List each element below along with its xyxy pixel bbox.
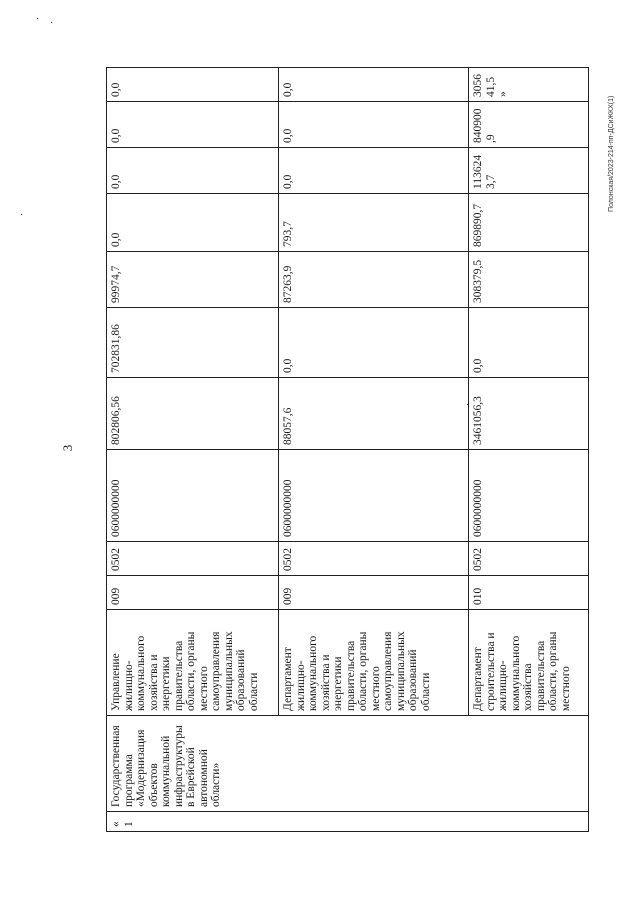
row-index: «1 [110, 821, 135, 827]
program-name: Государственная программа «Модернизация объектов коммунальной инфраструктуры в Еврейской автономной области» [110, 725, 222, 807]
program-name-cell [107, 716, 589, 812]
year6-cell: 0,0 [107, 68, 279, 102]
year2-cell: 99974,7 [107, 252, 279, 308]
budget-table-container [106, 68, 588, 832]
rzpr-cell: 0502 [469, 542, 589, 576]
year5-cell: 0,0 [279, 102, 469, 148]
stray-mark: · [466, 400, 470, 411]
executor-name: Департамент жилищно-коммунального хозяйства и энергетики правительства области, органы местного самоуправления муниципальных образований области [282, 631, 432, 711]
document-footer: Полонская/2023-214-пп-ДСиЖКХ(1) [608, 95, 615, 212]
year4-cell: 0,0 [107, 148, 279, 194]
stray-mark: · [20, 210, 24, 221]
year6-cell: 305641,5» [469, 68, 589, 102]
year5-cell: 840900,9 [469, 102, 589, 148]
year1-cell: 0,0 [469, 308, 589, 378]
grbs-cell: 010 [469, 576, 589, 610]
grbs-cell: 009 [107, 576, 279, 610]
year1-cell: 0,0 [279, 308, 469, 378]
total-cell: 3461056,3 [469, 378, 589, 450]
executor-cell [107, 610, 279, 716]
year5-cell: 0,0 [107, 102, 279, 148]
year3-cell: 869890,7 [469, 194, 589, 252]
budget-table-main [106, 67, 589, 832]
year4-cell: 0,0 [279, 148, 469, 194]
executor-name: Управление жилищно-коммунального хозяйства и энергетики правительства области, органы местного самоуправления муниципальных образований области [110, 631, 260, 711]
csr-cell: 0600000000 [107, 450, 279, 542]
year3-cell: 793,7 [279, 194, 469, 252]
year4-cell: 1136243,7 [469, 148, 589, 194]
rzpr-cell: 0502 [279, 542, 469, 576]
page-number: 3 [60, 444, 75, 452]
year2-cell: 308379,5 [469, 252, 589, 308]
csr-cell: 0600000000 [279, 450, 469, 542]
grbs-cell: 009 [279, 576, 469, 610]
rzpr-cell: 0502 [107, 542, 279, 576]
stray-mark: · [50, 18, 54, 29]
total-cell: 802806,56 [107, 378, 279, 450]
total-cell: 88057,6 [279, 378, 469, 450]
year2-cell: 87263,9 [279, 252, 469, 308]
year3-cell: 0,0 [107, 194, 279, 252]
row-index-cell [107, 812, 589, 832]
executor-cell [469, 610, 589, 716]
stray-mark: · [36, 14, 40, 25]
executor-name: Департамент строительства и жилищно-коммунального хозяйства правительства области, органы местного [472, 631, 572, 711]
csr-cell: 0600000000 [469, 450, 589, 542]
executor-cell [279, 610, 469, 716]
year6-cell: 0,0 [279, 68, 469, 102]
year1-cell: 702831,86 [107, 308, 279, 378]
